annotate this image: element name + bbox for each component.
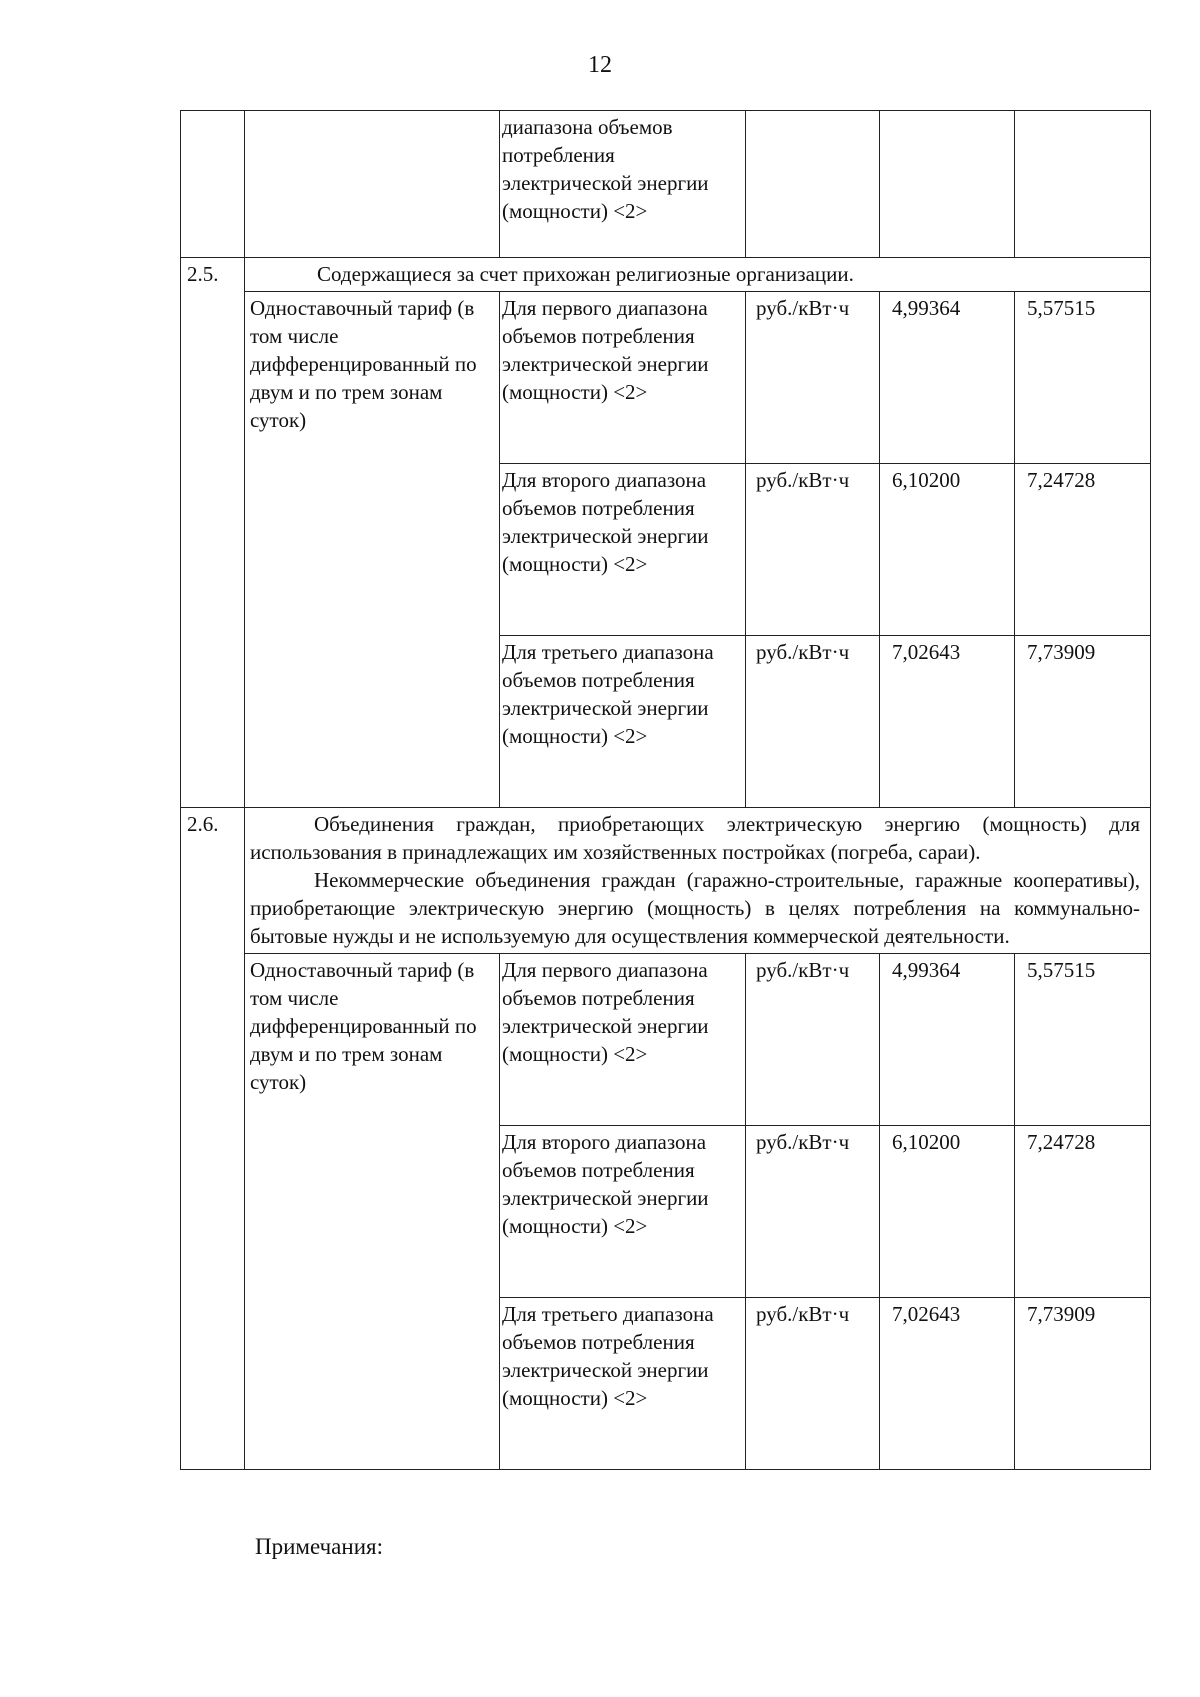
cell-unit: руб./кВт·ч <box>746 292 880 464</box>
cell-range: Для второго диапазона объемов потребления электрической энергии (мощности) <2> <box>500 1126 746 1298</box>
cell-value2: 7,24728 <box>1015 1126 1151 1298</box>
table-row <box>181 954 1151 1126</box>
tariff-table <box>180 110 1151 1470</box>
cell-value1: 7,02643 <box>880 636 1015 808</box>
cell-value2: 7,73909 <box>1015 1298 1151 1470</box>
cell-value1: 6,10200 <box>880 1126 1015 1298</box>
section-number: 2.5. <box>181 258 245 808</box>
cell-value1: 4,99364 <box>880 292 1015 464</box>
cell-unit: руб./кВт·ч <box>746 1126 880 1298</box>
cell-range: Для третьего диапазона объемов потребления электрической энергии (мощности) <2> <box>500 1298 746 1470</box>
cell-unit: руб./кВт·ч <box>746 1298 880 1470</box>
cell-unit <box>746 111 880 258</box>
cell-value1: 4,99364 <box>880 954 1015 1126</box>
cell-value2: 5,57515 <box>1015 954 1151 1126</box>
cell-unit: руб./кВт·ч <box>746 954 880 1126</box>
cell-range: Для второго диапазона объемов потребления электрической энергии (мощности) <2> <box>500 464 746 636</box>
cell-number <box>181 111 245 258</box>
cell-value2: 7,24728 <box>1015 464 1151 636</box>
cell-value1: 7,02643 <box>880 1298 1015 1470</box>
section-paragraph: Объединения граждан, приобретающих электрическую энергию (мощность) для использования в принадлежащих им хозяйственных постройках (погреба, сараи). <box>250 812 1140 864</box>
cell-value2 <box>1015 111 1151 258</box>
page-number: 12 <box>588 52 612 78</box>
table-row-continuation <box>181 111 1151 258</box>
cell-value1: 6,10200 <box>880 464 1015 636</box>
cell-unit: руб./кВт·ч <box>746 464 880 636</box>
section-2-6-header-row <box>181 808 1151 954</box>
cell-range: Для первого диапазона объемов потребления электрической энергии (мощности) <2> <box>500 292 746 464</box>
cell-range: диапазона объемов потребления электрической энергии (мощности) <2> <box>500 111 746 258</box>
cell-range: Для первого диапазона объемов потребления электрической энергии (мощности) <2> <box>500 954 746 1126</box>
cell-range: Для третьего диапазона объемов потребления электрической энергии (мощности) <2> <box>500 636 746 808</box>
section-title: Содержащиеся за счет прихожан религиозные организации. <box>245 258 1151 292</box>
cell-value2: 7,73909 <box>1015 636 1151 808</box>
table-row <box>181 292 1151 464</box>
section-title <box>245 808 1151 954</box>
section-2-5-header-row <box>181 258 1151 292</box>
cell-tariff <box>245 111 500 258</box>
cell-value1 <box>880 111 1015 258</box>
notes-heading: Примечания: <box>255 1534 383 1559</box>
cell-unit: руб./кВт·ч <box>746 636 880 808</box>
cell-value2: 5,57515 <box>1015 292 1151 464</box>
tariff-name: Одноставочный тариф (в том числе дифференцированный по двум и по трем зонам суток) <box>245 954 500 1470</box>
section-paragraph: Некоммерческие объединения граждан (гаражно-строительные, гаражные кооперативы), приобретающие электрическую энергию (мощность) в целях потребления на коммунально-бытовые нужды и не используемую для осуществления коммерческой деятельности. <box>250 868 1140 948</box>
section-number: 2.6. <box>181 808 245 1470</box>
tariff-name: Одноставочный тариф (в том числе дифференцированный по двум и по трем зонам суток) <box>245 292 500 808</box>
